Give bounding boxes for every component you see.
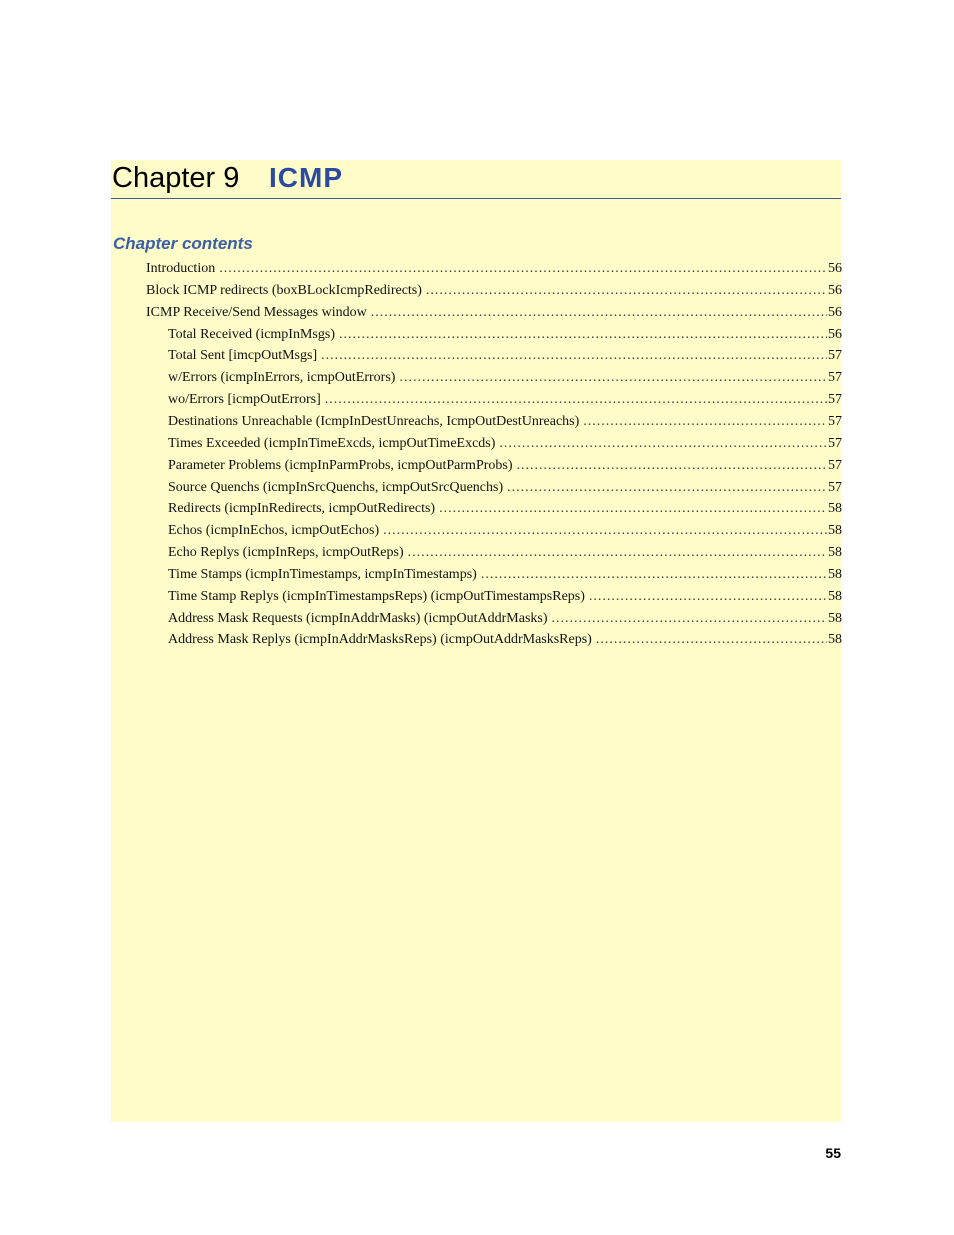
toc-entry-page: 58: [828, 588, 842, 604]
toc-entry-label: Address Mask Replys (icmpInAddrMasksReps) (icmpOutAddrMasksReps): [168, 632, 592, 648]
toc-entry-label: Address Mask Requests (icmpInAddrMasks) (icmpOutAddrMasks): [168, 610, 548, 626]
toc-leader-dots: [399, 367, 827, 389]
toc-entry[interactable]: [168, 367, 842, 389]
toc-leader-dots: [499, 433, 827, 455]
toc-entry[interactable]: [168, 455, 842, 477]
toc-entry[interactable]: [168, 324, 842, 346]
toc-leader-dots: [552, 608, 827, 630]
toc-entry[interactable]: [146, 258, 842, 280]
toc-entry-label: Time Stamp Replys (icmpInTimestampsReps) (icmpOutTimestampsReps): [168, 588, 585, 604]
toc-entry-page: 56: [828, 282, 842, 298]
toc-leader-dots: [371, 302, 827, 324]
toc-leader-dots: [339, 324, 827, 346]
toc-entry-page: 57: [828, 435, 842, 451]
toc-leader-dots: [596, 629, 827, 651]
toc-entry-page: 58: [828, 523, 842, 539]
toc-entry-page: 58: [828, 566, 842, 582]
toc-entry-page: 58: [828, 610, 842, 626]
chapter-label: Chapter 9: [112, 162, 240, 194]
toc-entry-label: Times Exceeded (icmpInTimeExcds, icmpOutTimeExcds): [168, 435, 496, 451]
toc-entry[interactable]: [168, 586, 842, 608]
toc-leader-dots: [589, 586, 827, 608]
toc-entry-page: 57: [828, 348, 842, 364]
toc-entry-page: 57: [828, 392, 842, 408]
toc-entry-page: 58: [828, 545, 842, 561]
toc-entry-page: 57: [828, 413, 842, 429]
toc-leader-dots: [383, 520, 827, 542]
toc-entry-page: 58: [828, 501, 842, 517]
toc-entry-label: Parameter Problems (icmpInParmProbs, icmpOutParmProbs): [168, 457, 513, 473]
toc-entry-page: 57: [828, 457, 842, 473]
chapter-header: [111, 160, 841, 199]
toc-leader-dots: [517, 455, 827, 477]
contents-heading: Chapter contents: [113, 234, 253, 253]
toc-entry[interactable]: [168, 608, 842, 630]
toc-entry-label: w/Errors (icmpInErrors, icmpOutErrors): [168, 370, 396, 386]
toc-entry-label: Echos (icmpInEchos, icmpOutEchos): [168, 523, 380, 539]
toc-entry-page: 57: [828, 370, 842, 386]
page-number: 55: [825, 1145, 841, 1161]
toc-entry[interactable]: [168, 542, 842, 564]
toc-entry-label: Destinations Unreachable (IcmpInDestUnreachs, IcmpOutDestUnreachs): [168, 413, 580, 429]
toc-entry-label: Introduction: [146, 261, 216, 276]
toc-entry-page: 56: [828, 261, 842, 276]
toc-entry[interactable]: [168, 433, 842, 455]
toc-leader-dots: [507, 477, 827, 499]
toc-leader-dots: [583, 411, 827, 433]
toc-entry[interactable]: [168, 520, 842, 542]
toc-entry[interactable]: [168, 564, 842, 586]
toc-entry[interactable]: [146, 302, 842, 324]
toc-entry-label: Total Received (icmpInMsgs): [168, 326, 335, 342]
toc-entry[interactable]: [146, 280, 842, 302]
toc-entry-label: Total Sent [imcpOutMsgs]: [168, 348, 318, 364]
toc-entry-label: ICMP Receive/Send Messages window: [146, 304, 367, 320]
toc-leader-dots: [325, 389, 827, 411]
toc-leader-dots: [408, 542, 827, 564]
chapter-title: ICMP: [269, 162, 343, 193]
toc-entry-label: wo/Errors [icmpOutErrors]: [168, 392, 321, 408]
toc-entry-page: 56: [828, 304, 842, 320]
toc-entry-page: 58: [828, 632, 842, 648]
toc-entry-page: 56: [828, 326, 842, 342]
toc-entry-label: Echo Replys (icmpInReps, icmpOutReps): [168, 545, 404, 561]
toc-entry[interactable]: [168, 411, 842, 433]
toc-entry[interactable]: [168, 498, 842, 520]
toc-entry-label: Time Stamps (icmpInTimestamps, icmpInTimestamps): [168, 566, 477, 582]
toc-entry-label: Redirects (icmpInRedirects, icmpOutRedirects): [168, 501, 436, 517]
toc-leader-dots: [481, 564, 827, 586]
toc-leader-dots: [321, 345, 827, 367]
toc-entry-label: Block ICMP redirects (boxBLockIcmpRedirects): [146, 282, 422, 298]
toc-entry[interactable]: [168, 477, 842, 499]
toc-entry[interactable]: [168, 345, 842, 367]
toc-entry-page: 57: [828, 479, 842, 495]
toc-leader-dots: [426, 280, 827, 302]
toc-entry[interactable]: [168, 629, 842, 651]
toc-leader-dots: [219, 258, 827, 280]
toc-leader-dots: [439, 498, 827, 520]
toc-entry[interactable]: [168, 389, 842, 411]
toc-entry-label: Source Quenchs (icmpInSrcQuenchs, icmpOutSrcQuenchs): [168, 479, 504, 495]
